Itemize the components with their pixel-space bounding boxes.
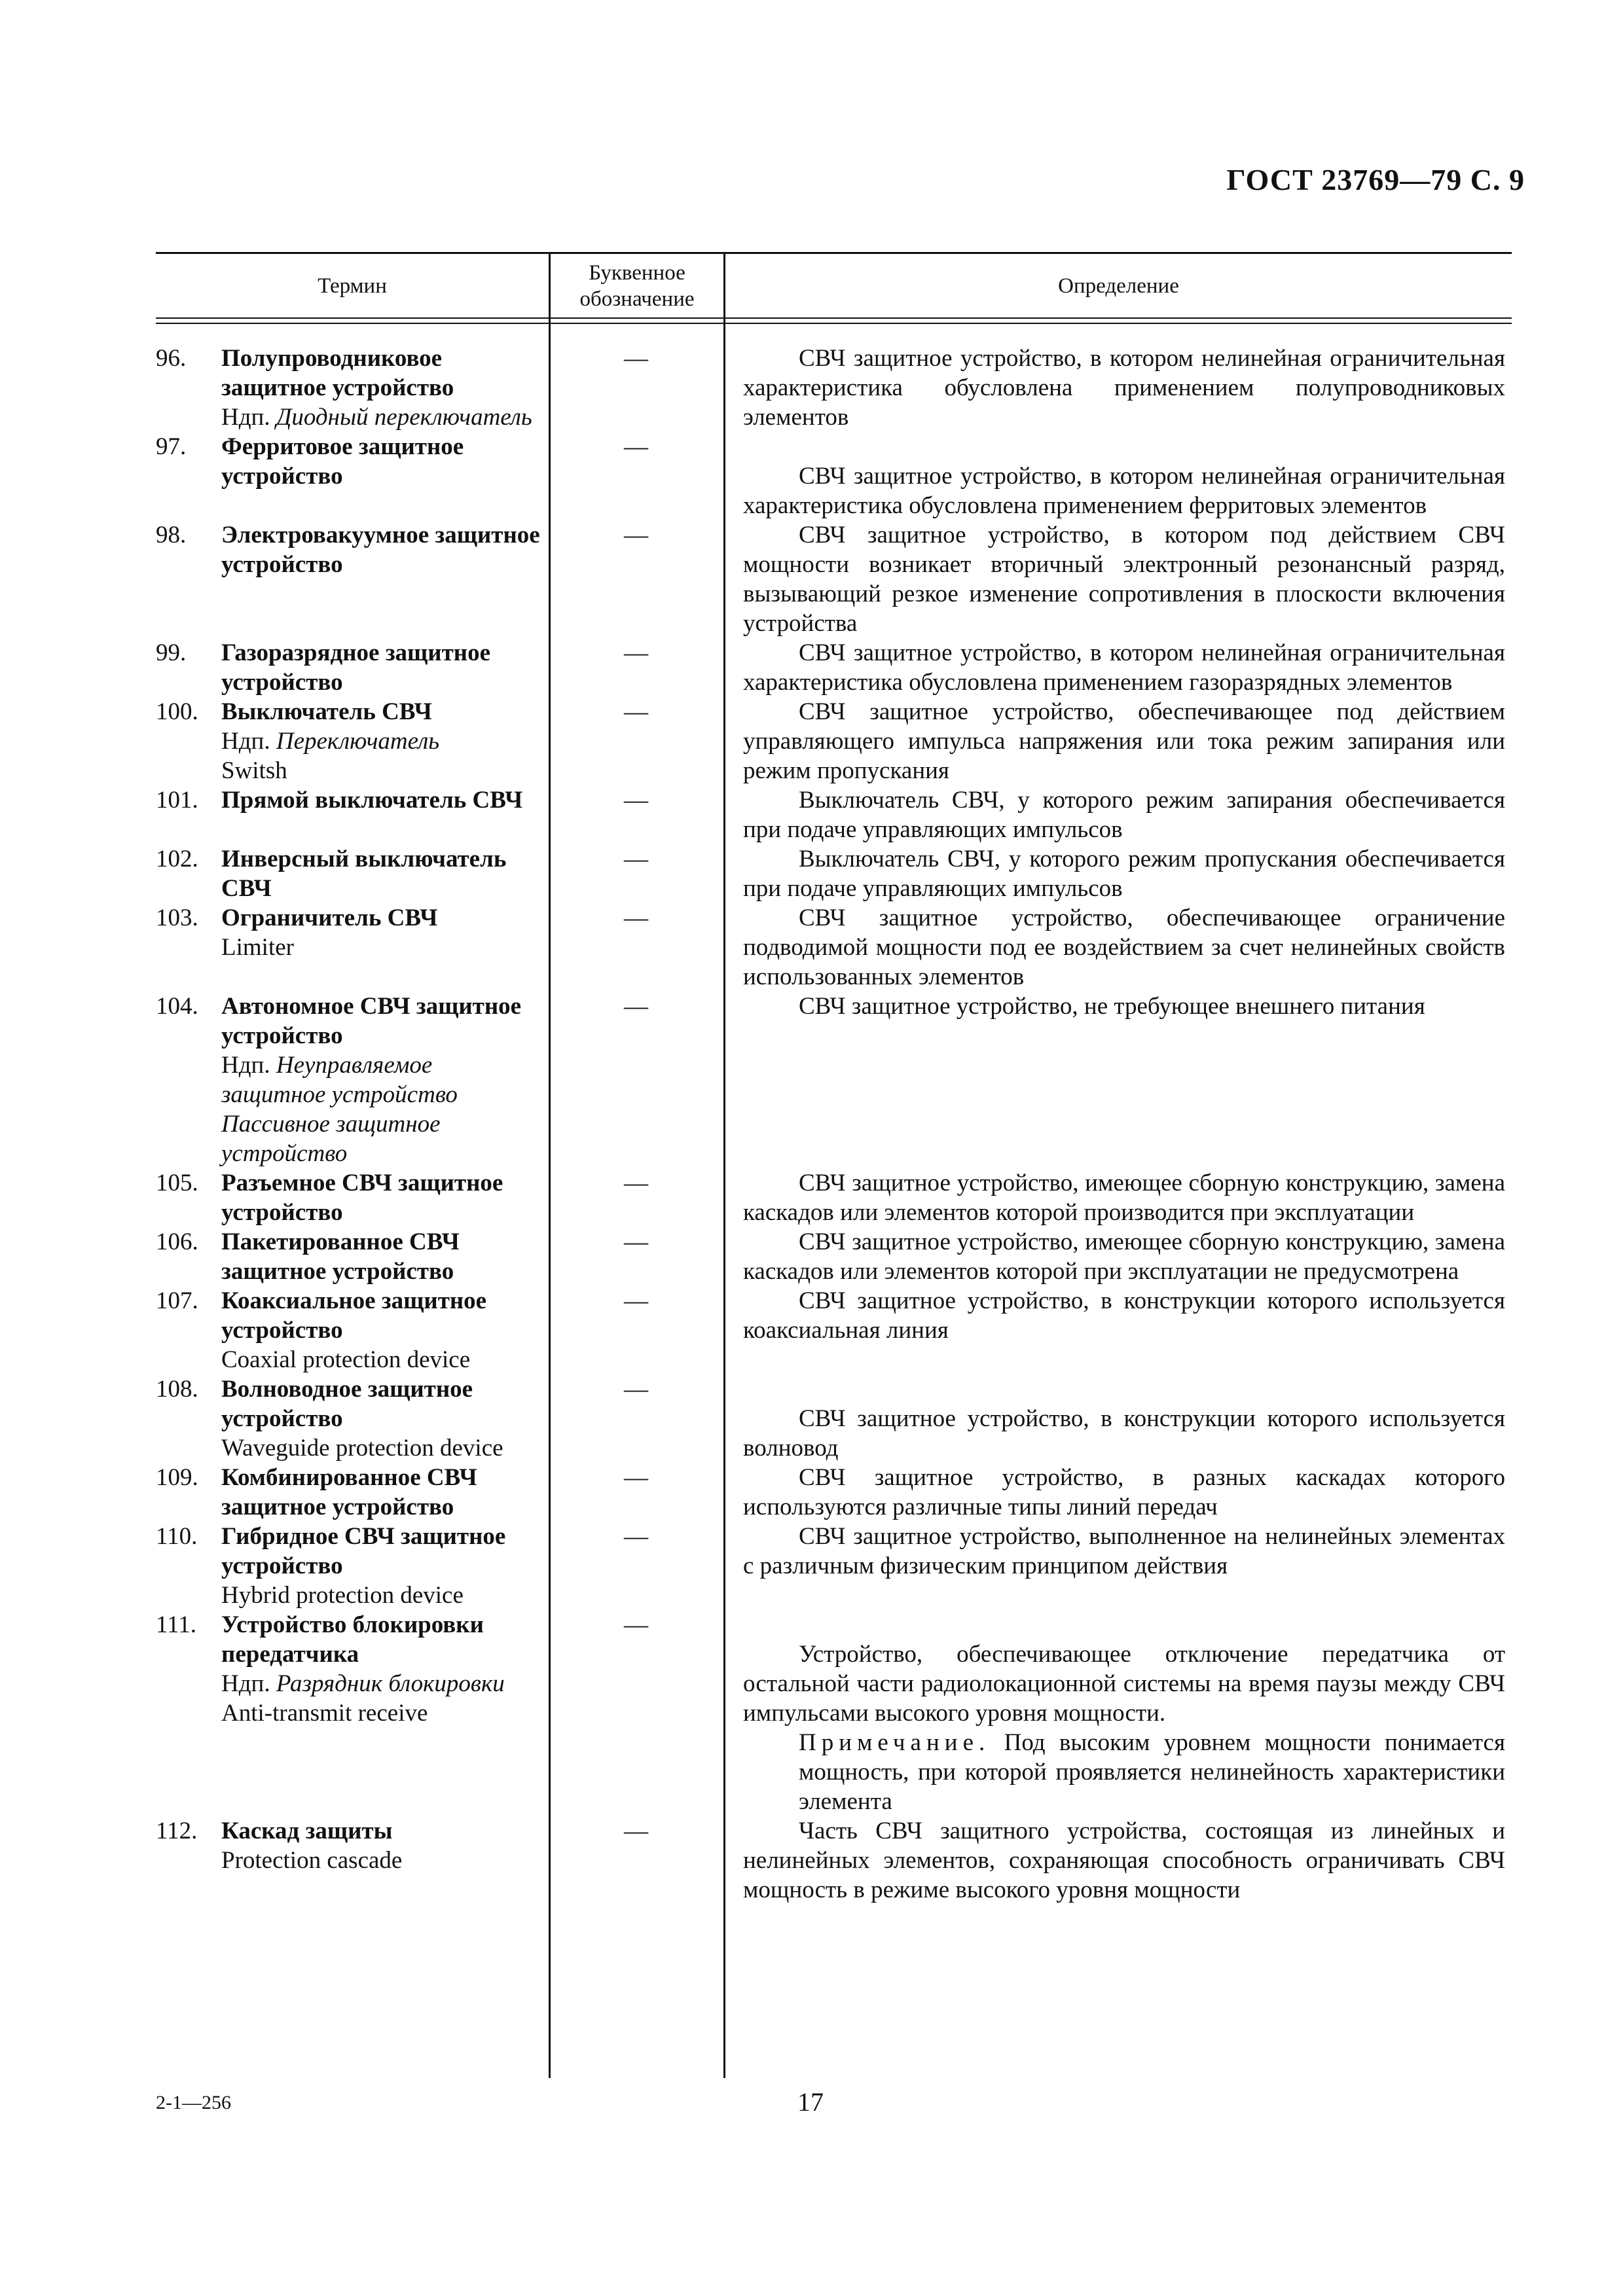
term-cell — [156, 638, 549, 697]
table-row — [156, 344, 1512, 432]
table-row — [156, 1227, 1512, 1286]
print-code: 2-1—256 — [156, 2092, 231, 2113]
letter-cell: — — [624, 1287, 648, 1314]
letter-cell: — — [624, 345, 648, 372]
term-cell — [156, 1227, 549, 1286]
term-cell — [156, 992, 549, 1168]
term-number: 106. — [156, 1229, 198, 1255]
definition-text: СВЧ защитное устройство, в котором нелинейная ограничительная характеристика обусловлена применением газоразрядных элементов — [743, 639, 1505, 696]
term-name: Разъемное СВЧ защитное устройство — [221, 1170, 503, 1226]
term-alias: Hybrid protection device — [221, 1582, 464, 1609]
term-cell — [156, 1610, 549, 1728]
term-number: 100. — [156, 698, 198, 725]
table-row — [156, 1816, 1512, 1905]
letter-cell: — — [624, 905, 648, 931]
term-cell — [156, 1374, 549, 1463]
term-number: 107. — [156, 1287, 198, 1314]
definition-cell — [723, 844, 1512, 903]
definition-text: Устройство, обеспечивающее отключение передатчика от остальной части радиолокационной системы на время паузы между СВЧ импульсами высокого уровня мощности. — [743, 1641, 1505, 1727]
term-name: Комбинированное СВЧ защитное устройство — [221, 1464, 477, 1520]
definition-cell — [723, 638, 1512, 697]
term-name: Полупроводниковое защитное устройство — [221, 345, 454, 401]
letter-cell: — — [624, 698, 648, 725]
table-row — [156, 785, 1512, 844]
definition-cell — [723, 1168, 1512, 1227]
definition-cell — [723, 697, 1512, 785]
term-alias: Ндп. Неуправляемое защитное устройство — [221, 1052, 458, 1108]
definition-text: СВЧ защитное устройство, имеющее сборную конструкцию, замена каскадов или элементов которой при эксплуатации не предусмотрена — [743, 1229, 1505, 1285]
definition-text: Выключатель СВЧ, у которого режим запирания обеспечивается при подаче управляющих импульсов — [743, 787, 1505, 843]
term-cell — [156, 1463, 549, 1522]
definition-text: СВЧ защитное устройство, в конструкции которого используется коаксиальная линия — [743, 1287, 1505, 1344]
table-row — [156, 992, 1512, 1168]
term-alias: Switsh — [221, 757, 287, 784]
definition-text: СВЧ защитное устройство, в котором под действием СВЧ мощности возникает вторичный электронный резонансный разряд, вызывающий резкое изменение сопротивления в плоскости включения устройства — [743, 522, 1505, 637]
term-cell — [156, 844, 549, 903]
table-row — [156, 697, 1512, 785]
term-number: 99. — [156, 639, 187, 666]
page-number: 17 — [797, 2087, 824, 2117]
term-name: Ферритовое защитное устройство — [221, 433, 464, 490]
definition-text: СВЧ защитное устройство, в котором нелинейная ограничительная характеристика обусловлена применением полупроводниковых элементов — [743, 345, 1505, 431]
letter-cell: — — [624, 1611, 648, 1638]
table-row — [156, 1610, 1512, 1816]
definition-text: СВЧ защитное устройство, обеспечивающее под действием управляющего импульса напряжения или тока режим запирания или режим пропускания — [743, 698, 1505, 784]
term-name: Ограничитель СВЧ — [221, 905, 438, 931]
table-top-rule — [156, 252, 1512, 254]
letter-cell: — — [624, 1229, 648, 1255]
term-number: 104. — [156, 993, 198, 1020]
letter-cell: — — [624, 1170, 648, 1196]
term-name: Волноводное защитное устройство — [221, 1376, 473, 1432]
definition-text: СВЧ защитное устройство, выполненное на нелинейных элементах с различным физическим принципом действия — [743, 1523, 1505, 1579]
term-alias: Ндп. Переключатель — [221, 728, 440, 755]
term-name: Устройство блокировки передатчика — [221, 1611, 484, 1668]
table-body — [156, 344, 1512, 1905]
letter-cell: — — [624, 1376, 648, 1403]
letter-cell: — — [624, 846, 648, 872]
term-cell — [156, 697, 549, 785]
term-cell — [156, 785, 549, 815]
definition-text: СВЧ защитное устройство, в конструкции которого используется волновод — [743, 1405, 1505, 1462]
term-number: 108. — [156, 1376, 198, 1403]
definition-cell — [723, 1463, 1512, 1522]
table-row — [156, 844, 1512, 903]
letter-cell: — — [624, 639, 648, 666]
table-row — [156, 1286, 1512, 1374]
letter-cell: — — [624, 433, 648, 460]
table-row — [156, 638, 1512, 697]
definition-cell — [723, 1816, 1512, 1905]
definition-cell — [723, 1522, 1512, 1581]
term-alias: Protection cascade — [221, 1847, 403, 1874]
table-row — [156, 1463, 1512, 1522]
term-cell — [156, 903, 549, 962]
term-name: Автономное СВЧ защитное устройство — [221, 993, 522, 1049]
definition-text: СВЧ защитное устройство, не требующее внешнего питания — [799, 993, 1425, 1020]
table-header-rule — [156, 317, 1512, 324]
term-name: Газоразрядное защитное устройство — [221, 639, 491, 696]
definition-text: СВЧ защитное устройство, в разных каскадах которого используются различные типы линий передач — [743, 1464, 1505, 1520]
term-alias: Waveguide protection device — [221, 1435, 503, 1462]
term-number: 111. — [156, 1611, 197, 1638]
definition-cell — [723, 1227, 1512, 1286]
term-name: Гибридное СВЧ защитное устройство — [221, 1523, 506, 1579]
term-cell — [156, 1816, 549, 1875]
definition-note: Примечание. Под высоким уровнем мощности понимается мощность, при которой проявляется нелинейность характеристики элемента — [799, 1729, 1505, 1815]
term-number: 97. — [156, 433, 187, 460]
definition-text: СВЧ защитное устройство, имеющее сборную конструкцию, замена каскадов или элементов которой производится при эксплуатации — [743, 1170, 1505, 1226]
definition-cell — [723, 903, 1512, 992]
definition-text: Выключатель СВЧ, у которого режим пропускания обеспечивается при подаче управляющих импульсов — [743, 846, 1505, 902]
table-row — [156, 903, 1512, 992]
term-alias: Limiter — [221, 934, 294, 961]
definition-cell — [723, 1374, 1512, 1463]
letter-cell: — — [624, 1523, 648, 1550]
column-header-definition: Определение — [1058, 274, 1179, 298]
term-alias: Ндп. Диодный переключатель — [221, 404, 532, 431]
term-name: Электровакуумное защитное устройство — [221, 522, 540, 578]
term-number: 109. — [156, 1464, 198, 1491]
term-cell — [156, 1522, 549, 1610]
term-alias: Ндп. Разрядник блокировки — [221, 1670, 505, 1697]
term-number: 102. — [156, 846, 198, 872]
letter-cell: — — [624, 787, 648, 814]
term-cell — [156, 432, 549, 491]
term-cell — [156, 1168, 549, 1227]
term-number: 112. — [156, 1818, 198, 1844]
definition-cell — [723, 1610, 1512, 1816]
definition-text: СВЧ защитное устройство, в котором нелинейная ограничительная характеристика обусловлена применением ферритовых элементов — [743, 463, 1505, 519]
definition-cell — [723, 344, 1512, 432]
term-number: 101. — [156, 787, 198, 814]
term-name: Выключатель СВЧ — [221, 698, 432, 725]
document-header: ГОСТ 23769—79 С. 9 — [1226, 163, 1525, 196]
table-row — [156, 1522, 1512, 1610]
table-row — [156, 432, 1512, 520]
letter-cell: — — [624, 993, 648, 1020]
term-name: Прямой выключатель СВЧ — [221, 787, 523, 814]
terms-table — [156, 252, 1512, 2085]
term-number: 103. — [156, 905, 198, 931]
term-name: Инверсный выключатель СВЧ — [221, 846, 507, 902]
definition-cell — [723, 432, 1512, 520]
term-cell — [156, 344, 549, 432]
definition-cell — [723, 785, 1512, 844]
term-name: Пакетированное СВЧ защитное устройство — [221, 1229, 460, 1285]
letter-cell: — — [624, 522, 648, 548]
term-cell — [156, 520, 549, 579]
term-number: 105. — [156, 1170, 198, 1196]
letter-cell: — — [624, 1464, 648, 1491]
term-alias: Coaxial protection device — [221, 1346, 471, 1373]
table-row — [156, 1374, 1512, 1463]
term-number: 96. — [156, 345, 187, 372]
definition-cell — [723, 992, 1512, 1021]
definition-cell — [723, 520, 1512, 638]
table-row — [156, 520, 1512, 638]
term-alias: Пассивное защитное устройство — [221, 1111, 441, 1167]
term-name: Каскад защиты — [221, 1818, 393, 1844]
column-header-term: Термин — [318, 274, 387, 298]
letter-cell: — — [624, 1818, 648, 1844]
definition-cell — [723, 1286, 1512, 1345]
definition-text: Часть СВЧ защитного устройства, состоящая из линейных и нелинейных элементов, сохраняющая способность ограничивать СВЧ мощность в режиме высокого уровня мощности — [743, 1818, 1505, 1903]
term-alias: Anti-transmit receive — [221, 1700, 428, 1727]
term-number: 98. — [156, 522, 187, 548]
term-number: 110. — [156, 1523, 198, 1550]
term-cell — [156, 1286, 549, 1374]
column-header-letter: Буквенное обозначение — [579, 261, 695, 311]
term-name: Коаксиальное защитное устройство — [221, 1287, 487, 1344]
definition-text: СВЧ защитное устройство, обеспечивающее ограничение подводимой мощности под ее воздействием за счет нелинейных свойств использованных элементов — [743, 905, 1505, 990]
table-row — [156, 1168, 1512, 1227]
